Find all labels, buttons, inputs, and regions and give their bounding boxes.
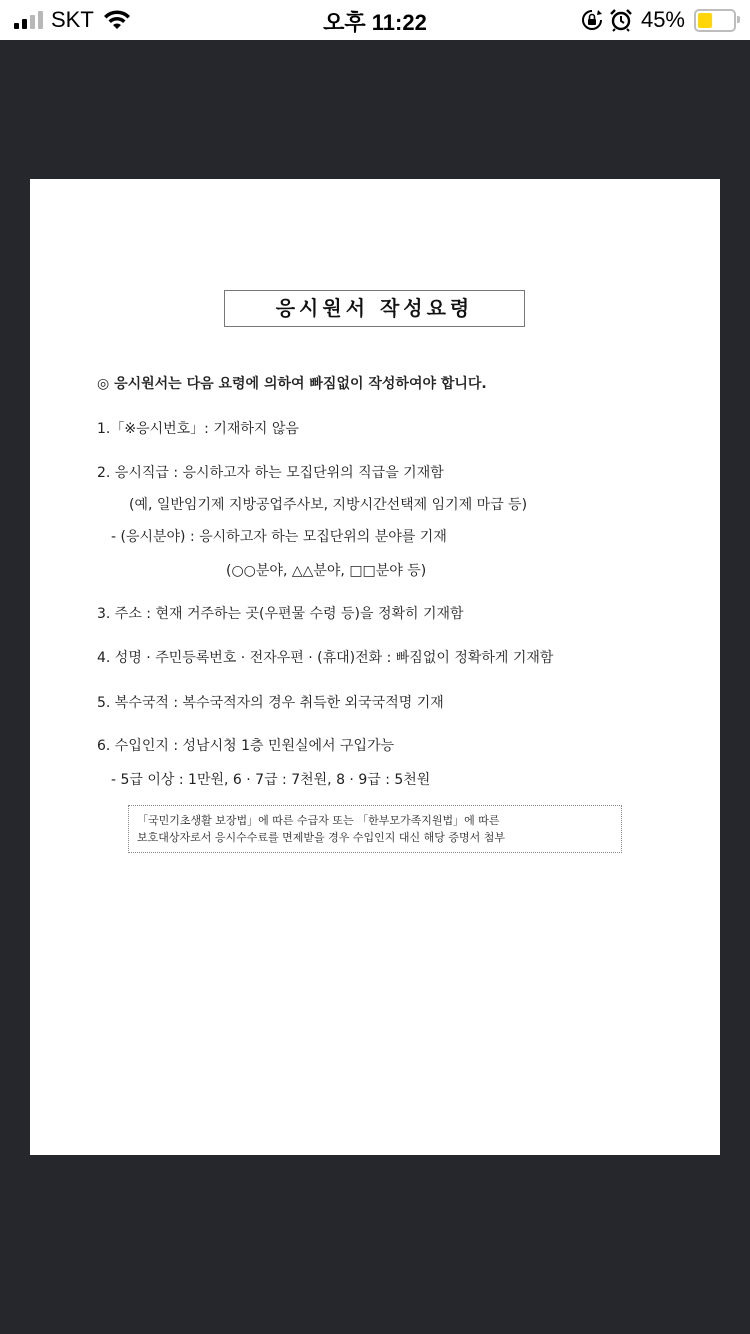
document-title: 응시원서 작성요령: [224, 290, 525, 327]
battery-fill: [698, 13, 712, 28]
carrier-label: SKT: [51, 7, 94, 32]
item-2-sub: - (응시분야) : 응시하고자 하는 모집단위의 분야를 기재: [111, 529, 447, 545]
note-line-2: 보호대상자로서 응시수수료를 면제받을 경우 수입인지 대신 해당 증명서 첨부: [137, 831, 506, 844]
item-2-sub-example: (○○분야, △△분야, □□분야 등): [226, 563, 427, 579]
item-6: 6. 수입인지 : 성남시청 1층 민원실에서 구입가능: [97, 738, 395, 754]
document-page[interactable]: [30, 179, 720, 1155]
item-1: 1.「※응시번호」: 기재하지 않음: [97, 421, 299, 437]
battery-percent: 45%: [640, 7, 685, 32]
status-right: [581, 6, 736, 34]
note-line-1: 「국민기초생활 보장법」에 따른 수급자 또는 「한부모가족지원법」에 따른: [137, 814, 500, 827]
item-6-fees: - 5급 이상 : 1만원, 6 · 7급 : 7천원, 8 · 9급 : 5천원: [111, 772, 431, 788]
item-3: 3. 주소 : 현재 거주하는 곳(우편물 수령 등)을 정확히 기재함: [97, 606, 464, 622]
item-4: 4. 성명 · 주민등록번호 · 전자우편 · (휴대)전화 : 빠짐없이 정확하게 기재함: [97, 650, 554, 666]
item-5: 5. 복수국적 : 복수국적자의 경우 취득한 외국국적명 기재: [97, 695, 444, 711]
battery-icon: [694, 9, 736, 32]
note-box: [128, 805, 622, 853]
document-intro: ◎ 응시원서는 다음 요령에 의하여 빠짐없이 작성하여야 합니다.: [97, 376, 487, 392]
alarm-icon: [609, 8, 633, 32]
orientation-lock-icon: [581, 9, 603, 31]
status-bar: [0, 0, 750, 40]
status-time: 오후 11:22: [323, 10, 427, 35]
item-2: 2. 응시직급 : 응시하고자 하는 모집단위의 직급을 기재함: [97, 465, 444, 481]
item-2-example: (예, 일반임기제 지방공업주사보, 지방시간선택제 임기제 마급 등): [129, 497, 528, 513]
